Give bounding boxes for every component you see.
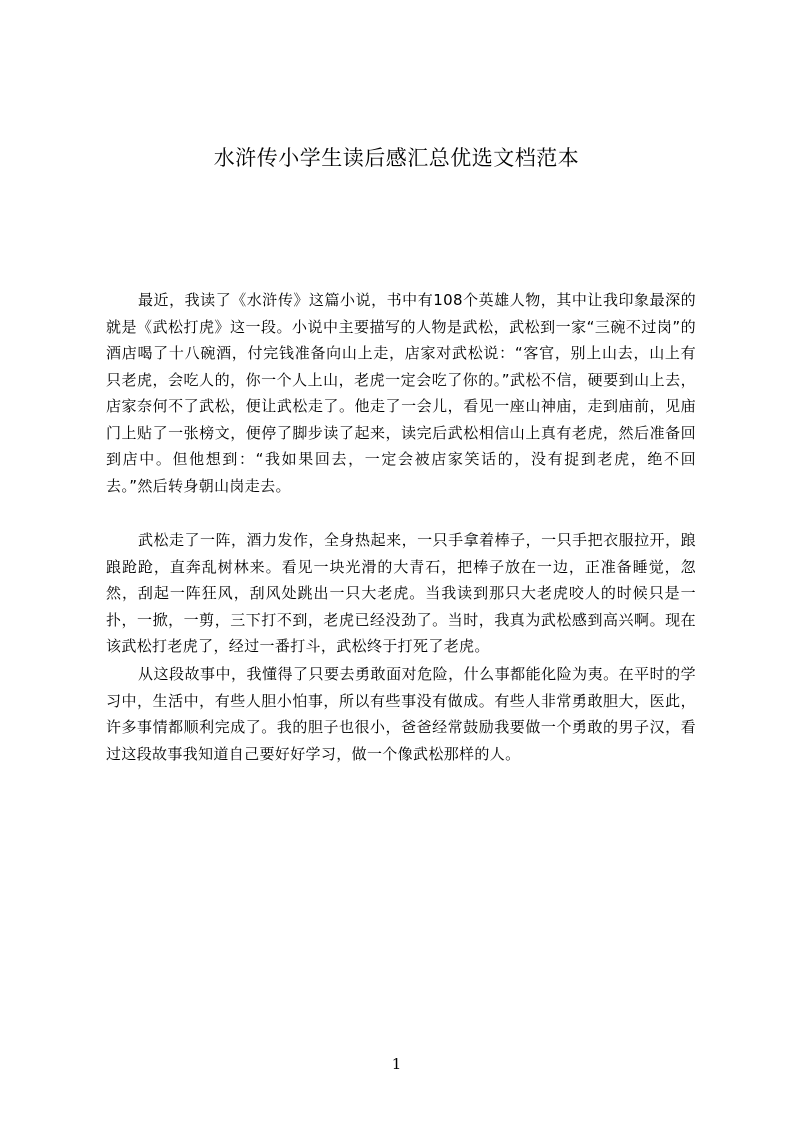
page-number: 1 xyxy=(391,1055,402,1073)
paragraph-2: 武松走了一阵，酒力发作，全身热起来，一只手拿着棒子，一只手把衣服拉开，踉踉跄跄，直奔乱树林来。看见一块光滑的大青石，把棒子放在一边，正准备睡觉，忽然，刮起一阵狂风，刮风处跳出一只大老虎。当我读到那只大老虎咬人的时候只是一扑，一掀，一剪，三下打不到，老虎已经没劲了。当时，我真为武松感到高兴啊。现在该武松打老虎了，经过一番打斗，武松终于打死了老虎。 xyxy=(106,531,696,655)
paragraph-1: 最近，我读了《水浒传》这篇小说，书中有108个英雄人物，其中让我印象最深的就是《武松打虎》这一段。小说中主要描写的人物是武松，武松到一家“三碗不过岗”的酒店喝了十八碗酒，付完钱准备向山上走，店家对武松说：“客官，别上山去，山上有只老虎，会吃人的，你一个人上山，老虎一定会吃了你的。”武松不信，硬要到山上去，店家奈何不了武松，便让武松走了。他走了一会儿，看见一座山神庙，走到庙前，见庙门上贴了一张榜文，便停了脚步读了起来，读完后武松相信山上真有老虎，然后准备回到店中。但他想到：“我如果回去，一定会被店家笑话的，没有捉到老虎，绝不回去。”然后转身朝山岗走去。 xyxy=(106,291,696,495)
document-title: 水浒传小学生读后感汇总优选文档范本 xyxy=(213,146,580,170)
paragraph-3: 从这段故事中，我懂得了只要去勇敢面对危险，什么事都能化险为夷。在平时的学习中，生活中，有些人胆小怕事，所以有些事没有做成。有些人非常勇敢胆大，医此，许多事情都顺利完成了。我的胆子也很小，爸爸经常鼓励我要做一个勇敢的男子汉，看过这段故事我知道自己要好好学习，做一个像武松那样的人。 xyxy=(106,665,696,763)
